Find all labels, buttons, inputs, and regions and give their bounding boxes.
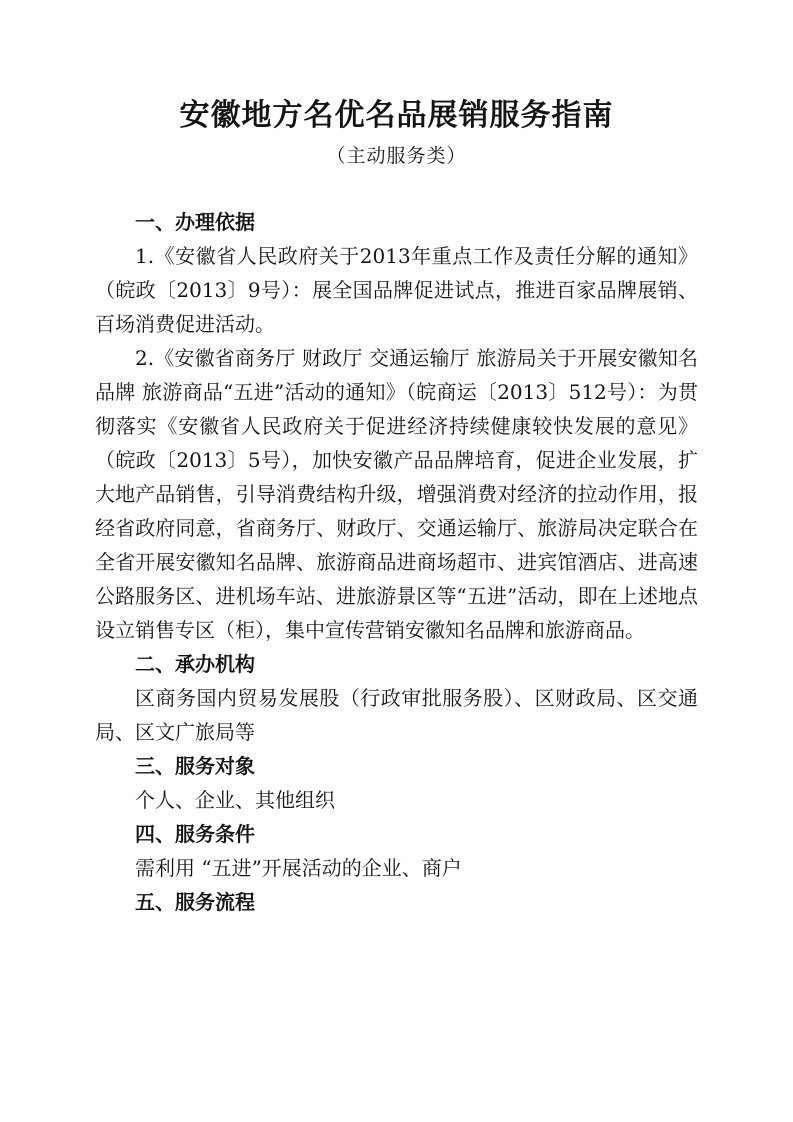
target-paragraph: 个人、企业、其他组织 — [135, 788, 335, 812]
section-heading-process: 五、服务流程 — [135, 890, 255, 914]
basis-paragraph-2: 2.《安徽省商务厅 财政厅 交通运输厅 旅游局关于开展安徽知名品牌 旅游商品“五进”活动的通知》（皖商运〔2013〕512号）：为贯彻落实《安徽省人民政府关于促进经济持续健康较快发展的意见》（皖政〔2013〕5号），加快安徽产品品牌培育，促进企业发展，扩大地产品销售，引导消费结构升级，增强消费对经济的拉动作用，报经省政府同意，省商务厅、财政厅、交通运输厅、旅游局决定联合在全省开展安徽知名品牌、旅游商品进商场超市、进宾馆酒店、进高速公路服务区、进机场车站、进旅游景区等“五进”活动，即在上述地点设立销售专区（柜），集中宣传营销安徽知名品牌和旅游商品。 — [95, 346, 698, 642]
section-heading-agency: 二、承办机构 — [135, 652, 255, 676]
section-heading-basis: 一、办理依据 — [135, 210, 255, 234]
agency-paragraph: 区商务国内贸易发展股（行政审批服务股）、区财政局、区交通局、区文广旅局等 — [95, 686, 698, 744]
conditions-paragraph: 需利用 “五进”开展活动的企业、商户 — [135, 856, 462, 880]
document-subtitle: （主动服务类） — [326, 145, 467, 167]
section-heading-conditions: 四、服务条件 — [135, 822, 255, 846]
basis-paragraph-1: 1.《安徽省人民政府关于2013年重点工作及责任分解的通知》（皖政〔2013〕9号）：展全国品牌促进试点，推进百家品牌展销、百场消费促进活动。 — [95, 244, 698, 336]
document-title: 安徽地方名优名品展销服务指南 — [179, 98, 614, 133]
document-body — [95, 205, 698, 919]
section-heading-target: 三、服务对象 — [135, 754, 255, 778]
